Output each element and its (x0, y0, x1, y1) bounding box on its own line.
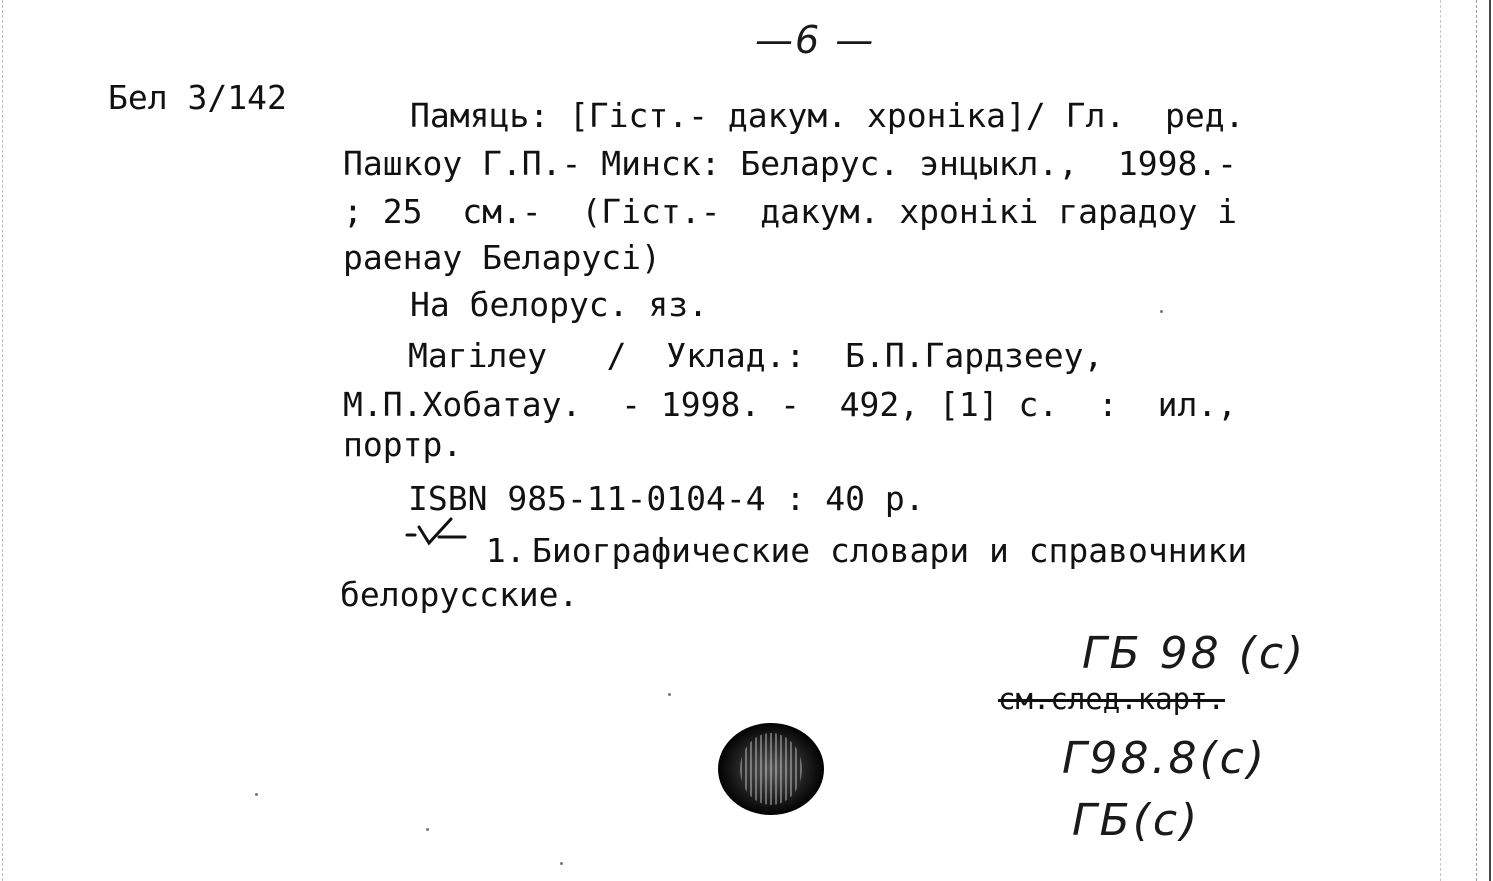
subject-line: Биографические словари и справочники (532, 531, 1248, 570)
isbn-line: ISBN 985-11-0104-4 : 40 р. (408, 479, 925, 518)
language-note: На белорус. яз. (410, 285, 709, 324)
title-line: ; 25 см.- (Гіст.- дакум. хронікі гарадоу і (343, 192, 1238, 231)
handwritten-code: ГБ 98 (с) (1082, 628, 1307, 679)
scan-edge-line (1440, 0, 1441, 881)
punch-hole (718, 723, 824, 815)
title-line: Пашкоу Г.П.- Минск: Беларус. энцыкл., 1998.- (343, 144, 1238, 183)
struck-note (998, 682, 1225, 716)
call-number: Бел 3/142 (108, 78, 287, 117)
scan-edge-line (1476, 0, 1477, 881)
volume-line: Магілеу / Уклад.: Б.П.Гардзееу, (408, 336, 1104, 375)
subject-line: белорусские. (340, 575, 579, 614)
title-line: Памяць: [Гіст.- дакум. хроніка]/ Гл. ред. (410, 96, 1245, 135)
checkmark-icon (405, 515, 467, 547)
title-line: раенау Беларусі) (343, 238, 661, 277)
scan-speck (426, 828, 429, 831)
scan-edge-line (2, 0, 3, 881)
scan-speck (255, 793, 258, 796)
subject-number: 1. (466, 531, 526, 570)
handwritten-code: Г98.8(с) (1062, 733, 1268, 784)
scan-speck (668, 693, 671, 696)
card-border (1489, 0, 1491, 881)
scan-speck (560, 862, 563, 865)
scan-speck (1160, 310, 1163, 313)
struck-note-text: см.след.карт. (998, 682, 1225, 716)
volume-line: портр. (343, 425, 463, 464)
handwritten-code: ГБ(с) (1072, 795, 1201, 846)
page-number: —6 — (755, 18, 876, 62)
volume-line: М.П.Хобатау. - 1998. - 492, [1] с. : ил., (343, 385, 1238, 424)
